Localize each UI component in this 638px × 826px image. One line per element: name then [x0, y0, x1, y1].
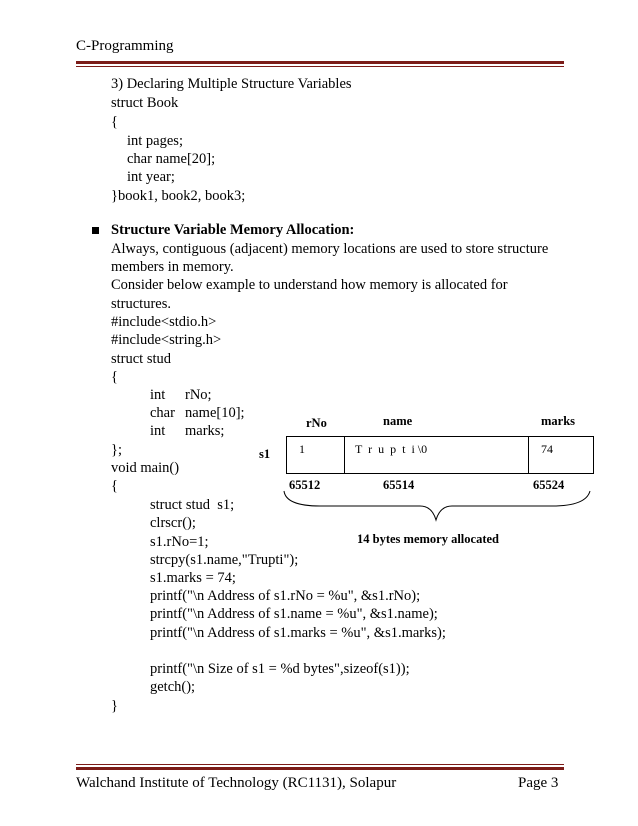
member-name: rNo;	[185, 387, 212, 403]
paragraph-line: Always, contiguous (adjacent) memory locations are used to store structure	[111, 241, 549, 257]
code-line: s1.rNo=1;	[150, 534, 209, 550]
address-label: 65512	[289, 478, 321, 492]
footer-rule-thin	[76, 764, 564, 765]
code-line: strcpy(s1.name,"Trupti");	[150, 552, 299, 568]
code-line: struct stud	[111, 351, 172, 367]
cell-marks: 74	[541, 442, 553, 456]
paragraph-line: Consider below example to understand how memory is allocated for	[111, 277, 508, 293]
code-line: s1.marks = 74;	[150, 570, 236, 586]
code-line: void main()	[111, 460, 180, 476]
bullet-square-icon	[92, 227, 99, 234]
header-rule-thin	[76, 66, 564, 67]
cell-divider	[528, 437, 529, 473]
code-line: getch();	[150, 679, 196, 695]
address-label: 65514	[383, 478, 415, 492]
code-line: struct Book	[111, 95, 179, 111]
cell-divider	[344, 437, 345, 473]
section-heading: Structure Variable Memory Allocation:	[111, 222, 355, 238]
code-line: {	[111, 478, 118, 494]
member-type: int	[150, 387, 166, 403]
paragraph-line: structures.	[111, 296, 171, 312]
paragraph-line: members in memory.	[111, 259, 234, 275]
column-header-rno: rNo	[306, 416, 327, 430]
code-line: };	[111, 442, 122, 458]
struct-variable-label: s1	[259, 447, 271, 461]
code-line: clrscr();	[150, 515, 196, 531]
code-line: printf("\n Address of s1.rNo = %u", &s1.rNo);	[150, 588, 421, 604]
page-header-title: C-Programming	[76, 38, 174, 54]
address-label: 65524	[533, 478, 565, 492]
member-type: int	[150, 423, 166, 439]
code-line: {	[111, 369, 118, 385]
code-line: char name[20];	[127, 151, 216, 167]
member-type: char	[150, 405, 175, 421]
footer-institute: Walchand Institute of Technology (RC1131), Solapur	[76, 775, 397, 791]
code-line: printf("\n Size of s1 = %d bytes",sizeof(s1));	[150, 661, 410, 677]
code-line: struct stud s1;	[150, 497, 235, 513]
footer-page-number: Page 3	[518, 775, 559, 791]
code-line: printf("\n Address of s1.name = %u", &s1.name);	[150, 606, 438, 622]
column-header-name: name	[383, 414, 413, 428]
code-line: #include<stdio.h>	[111, 314, 217, 330]
memory-table	[286, 436, 594, 474]
brace-caption: 14 bytes memory allocated	[357, 532, 499, 546]
code-line: }	[111, 698, 118, 714]
code-line: }book1, book2, book3;	[111, 188, 246, 204]
cell-name: T r u p t i \0	[355, 442, 428, 456]
column-header-marks: marks	[541, 414, 576, 428]
code-line: int year;	[127, 169, 175, 185]
member-name: marks;	[185, 423, 225, 439]
code-line: printf("\n Address of s1.marks = %u", &s1.marks);	[150, 625, 446, 641]
curly-brace-icon	[280, 488, 600, 528]
member-name: name[10];	[185, 405, 245, 421]
section3-heading: 3) Declaring Multiple Structure Variables	[111, 76, 352, 92]
code-line: #include<string.h>	[111, 332, 222, 348]
code-line: int pages;	[127, 133, 183, 149]
cell-rno: 1	[299, 442, 305, 456]
code-line: {	[111, 114, 118, 130]
header-rule-thick	[76, 61, 564, 64]
footer-rule-thick	[76, 767, 564, 770]
